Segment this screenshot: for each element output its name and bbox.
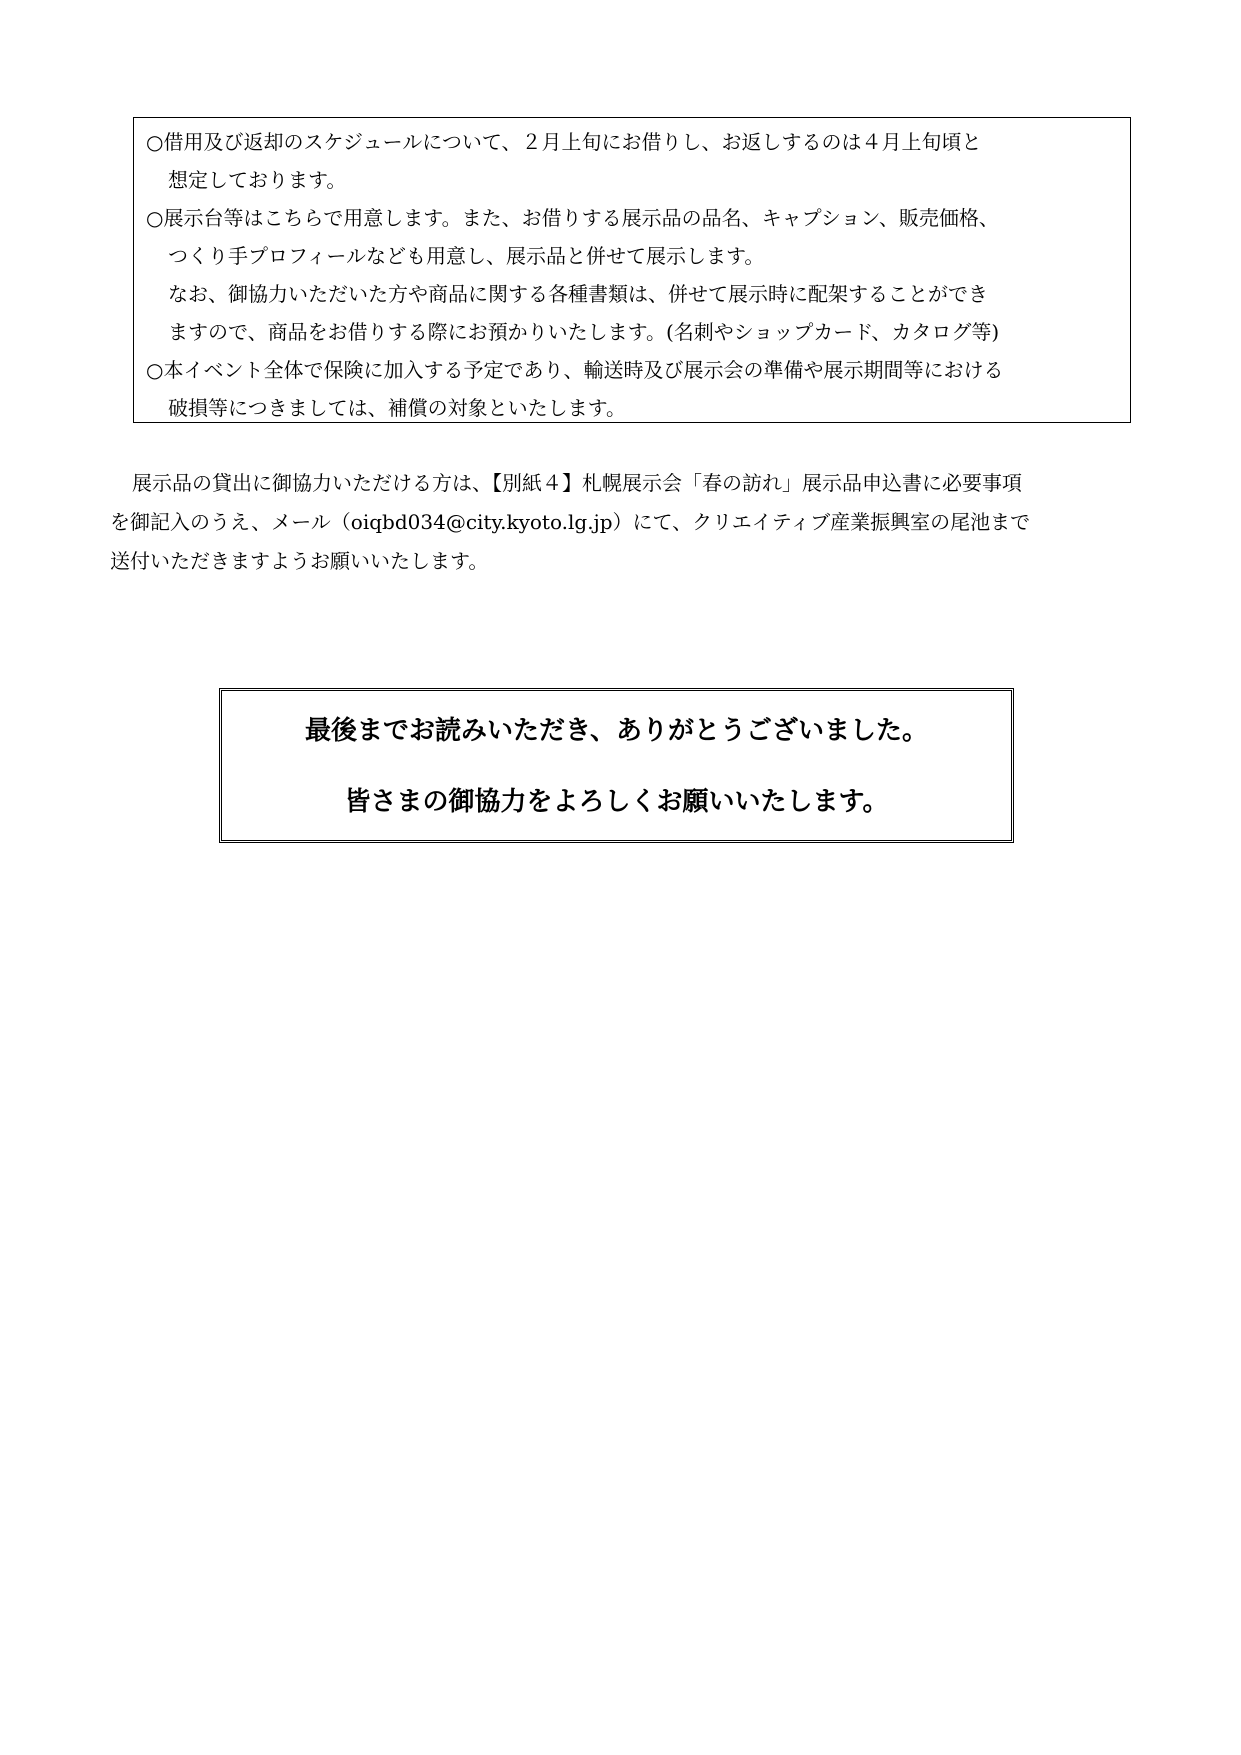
note-line: ○本イベント全体で保険に加入する予定であり、輸送時及び展示会の準備や展示期間等における [146, 358, 1004, 382]
closing-box [219, 688, 1014, 843]
paragraph-line: 送付いただきますようお願いいたします。 [110, 549, 489, 573]
note-line: ○借用及び返却のスケジュールについて、２月上旬にお借りし、お返しするのは４月上旬頃と [146, 130, 982, 154]
application-instructions [110, 464, 1150, 581]
note-line: ○展示台等はこちらで用意します。また、お借りする展示品の品名、キャプション、販売価格、 [146, 206, 999, 230]
note-line: 破損等につきましては、補償の対象といたします。 [168, 396, 626, 420]
note-line: つくり手プロフィールなども用意し、展示品と併せて展示します。 [168, 244, 765, 268]
notes-box [133, 117, 1131, 423]
paragraph-line: 展示品の貸出に御協力いただける方は、【別紙４】札幌展示会「春の訪れ」展示品申込書に必要事項 [132, 471, 1022, 495]
closing-request: 皆さまの御協力をよろしくお願いいたします。 [344, 787, 889, 817]
note-line: なお、御協力いただいた方や商品に関する各種書類は、併せて展示時に配架することができ [168, 282, 988, 306]
paragraph-line: を御記入のうえ、メール（oiqbd034@city.kyoto.lg.jp）にて、クリエイティブ産業振興室の尾池まで [110, 510, 1031, 534]
note-line: ますので、商品をお借りする際にお預かりいたします。(名刺やショップカード、カタログ等) [168, 320, 1000, 344]
note-line: 想定しております。 [168, 168, 347, 192]
closing-thanks: 最後までお読みいただき、ありがとうございました。 [305, 716, 928, 746]
